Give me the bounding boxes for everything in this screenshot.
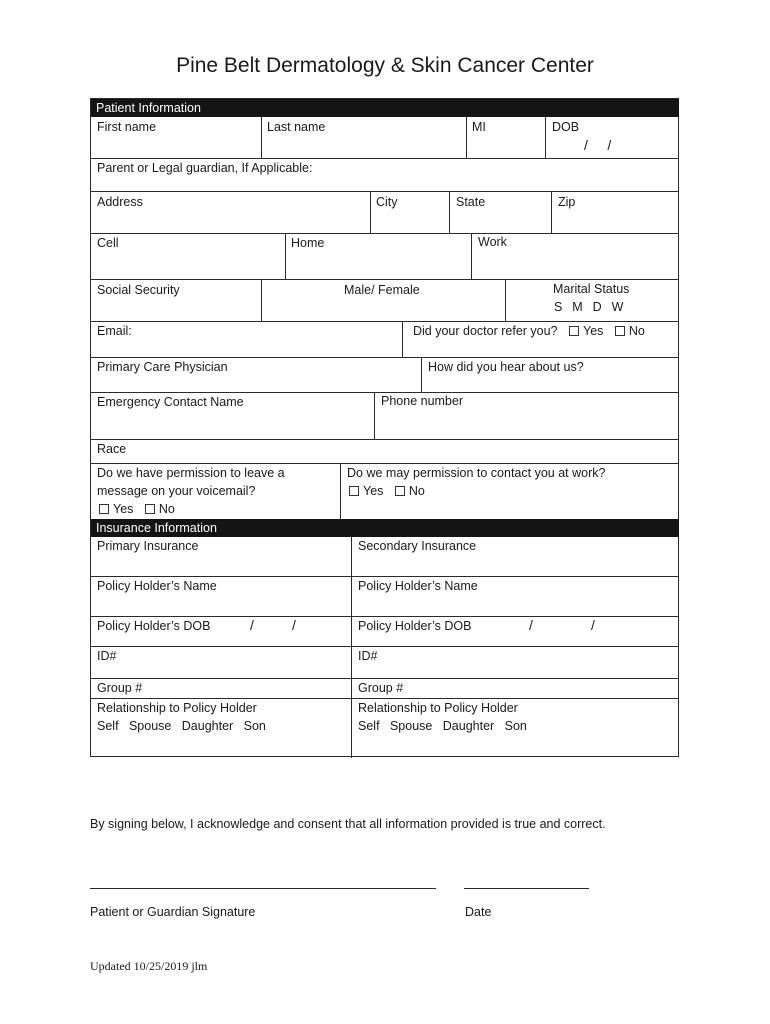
voicemail-question-line2: message on your voicemail?	[97, 484, 256, 498]
consent-statement: By signing below, I acknowledge and consent that all information provided is true and correct.	[90, 817, 606, 831]
sex-label: Male/ Female	[344, 283, 420, 297]
divider	[466, 117, 467, 158]
divider	[374, 392, 375, 439]
row-divider	[91, 439, 678, 440]
email-label: Email:	[97, 324, 132, 338]
secondary-holder-name-label: Policy Holder’s Name	[358, 579, 478, 593]
date-line[interactable]	[464, 888, 589, 889]
row-divider	[91, 616, 678, 617]
secondary-group-label: Group #	[358, 681, 404, 695]
work-contact-yes-checkbox[interactable]	[349, 486, 359, 496]
row-divider	[91, 158, 678, 159]
primary-id-label: ID#	[97, 649, 117, 663]
primary-holder-name-label: Policy Holder’s Name	[97, 579, 217, 593]
row-divider	[91, 321, 678, 322]
state-label: State	[456, 195, 486, 209]
referral-no-label: No	[628, 324, 645, 338]
row-divider	[91, 678, 678, 679]
marital-status-options: S M D W	[554, 300, 625, 314]
first-name-label: First name	[97, 120, 157, 134]
work-contact-options	[347, 483, 425, 500]
secondary-dob-slash-2: /	[591, 617, 595, 633]
mi-label: MI	[472, 120, 486, 134]
date-label: Date	[465, 905, 492, 919]
secondary-id-label: ID#	[358, 649, 378, 663]
address-label: Address	[97, 195, 143, 209]
divider	[402, 321, 403, 357]
row-divider	[91, 463, 678, 464]
referral-yes-label: Yes	[583, 324, 604, 338]
primary-holder-dob-label: Policy Holder’s DOB	[97, 619, 211, 633]
row-divider	[91, 576, 678, 577]
guardian-label: Parent or Legal guardian, If Applicable:	[97, 161, 313, 175]
row-divider	[91, 698, 678, 699]
divider	[285, 233, 286, 279]
work-contact-no-label: No	[408, 484, 425, 498]
divider	[449, 191, 450, 233]
primary-relationship-label: Relationship to Policy Holder	[97, 701, 257, 715]
insurance-column-divider	[351, 537, 352, 758]
voicemail-yes-checkbox[interactable]	[99, 504, 109, 514]
phone-number-label: Phone number	[381, 394, 464, 408]
work-contact-question: Do we may permission to contact you at work?	[347, 466, 606, 480]
secondary-relationship-options: Self Spouse Daughter Son	[358, 719, 527, 733]
row-divider	[91, 646, 678, 647]
work-contact-no-checkbox[interactable]	[395, 486, 405, 496]
city-label: City	[376, 195, 398, 209]
work-contact-yes-label: Yes	[363, 484, 384, 498]
registration-form	[90, 98, 679, 757]
voicemail-no-checkbox[interactable]	[145, 504, 155, 514]
row-divider	[91, 357, 678, 358]
primary-care-physician-label: Primary Care Physician	[97, 360, 228, 374]
referral-yes-checkbox[interactable]	[569, 326, 579, 336]
referral-source-label: How did you hear about us?	[428, 360, 584, 374]
divider	[340, 463, 341, 519]
divider	[370, 191, 371, 233]
patient-information-header: Patient Information	[91, 99, 679, 117]
primary-dob-slash-2: /	[292, 617, 296, 633]
dob-date-slashes: / /	[584, 137, 612, 153]
referral-no-checkbox[interactable]	[615, 326, 625, 336]
referral-question	[413, 323, 645, 340]
voicemail-no-label: No	[158, 502, 175, 516]
referral-question-text: Did your doctor refer you?	[413, 324, 558, 338]
marital-status-label: Marital Status	[553, 282, 630, 296]
primary-group-label: Group #	[97, 681, 143, 695]
voicemail-options	[97, 501, 175, 518]
divider	[471, 233, 472, 279]
insurance-information-header: Insurance Information	[91, 519, 679, 537]
voicemail-yes-label: Yes	[113, 502, 134, 516]
divider	[421, 357, 422, 392]
primary-insurance-label: Primary Insurance	[97, 539, 199, 553]
row-divider	[91, 191, 678, 192]
last-name-label: Last name	[267, 120, 326, 134]
primary-relationship-options: Self Spouse Daughter Son	[97, 719, 266, 733]
row-divider	[91, 233, 678, 234]
divider	[261, 117, 262, 158]
secondary-dob-slash-1: /	[529, 617, 533, 633]
primary-dob-slash-1: /	[250, 617, 254, 633]
work-label: Work	[478, 235, 507, 249]
zip-label: Zip	[558, 195, 576, 209]
home-label: Home	[291, 236, 325, 250]
signature-label: Patient or Guardian Signature	[90, 905, 256, 919]
divider	[551, 191, 552, 233]
divider	[261, 279, 262, 321]
signature-line[interactable]	[90, 888, 436, 889]
race-label: Race	[97, 442, 127, 456]
emergency-contact-label: Emergency Contact Name	[97, 395, 244, 409]
voicemail-question-line1: Do we have permission to leave a	[97, 466, 285, 480]
secondary-insurance-label: Secondary Insurance	[358, 539, 477, 553]
row-divider	[91, 279, 678, 280]
form-title: Pine Belt Dermatology & Skin Cancer Center	[176, 54, 594, 77]
divider	[545, 117, 546, 158]
divider	[505, 279, 506, 321]
social-security-label: Social Security	[97, 283, 180, 297]
updated-note: Updated 10/25/2019 jlm	[90, 959, 208, 973]
dob-label: DOB	[552, 120, 580, 134]
secondary-holder-dob-label: Policy Holder’s DOB	[358, 619, 472, 633]
secondary-relationship-label: Relationship to Policy Holder	[358, 701, 518, 715]
cell-label: Cell	[97, 236, 119, 250]
